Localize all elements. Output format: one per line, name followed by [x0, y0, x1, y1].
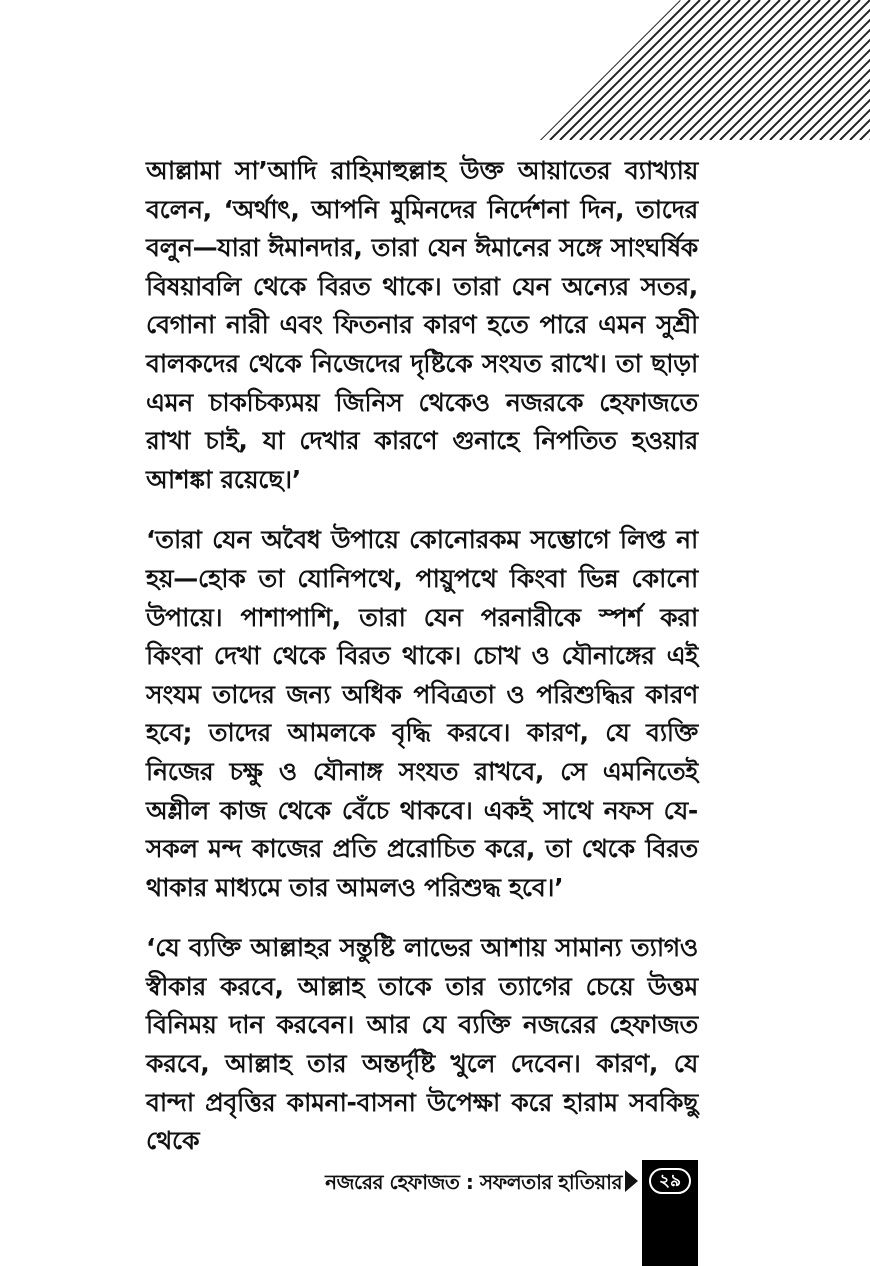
paragraph-3: ‘যে ব্যক্তি আল্লাহর সন্তুষ্টি লাভের আশায় সামান্য ত্যাগও স্বীকার করবে, আল্লাহ তাকে তার ত্যাগের চেয়ে উত্তম বিনিময় দান করবেন। আর যে ব্যক্তি নজরের হেফাজত করবে, আল্লাহ তার অন্তর্দৃষ্টি খুলে দেবেন। কারণ, যে বান্দা প্রবৃত্তির কামনা-বাসনা উপেক্ষা করে হারাম সবকিছু থেকে — [146, 933, 698, 1156]
page-number: ২৯ — [649, 1168, 691, 1194]
triangle-arrow-icon — [625, 1170, 638, 1192]
paragraph-2: ‘তারা যেন অবৈধ উপায়ে কোনোরকম সম্ভোগে লিপ্ত না হয়—হোক তা যোনিপথে, পায়ুপথে কিংবা ভিন্ন কোনো উপায়ে। পাশাপাশি, তারা যেন পরনারীকে স্পর্শ করা কিংবা দেখা থেকে বিরত থাকে। চোখ ও যৌনাঙ্গের এই সংযম তাদের জন্য অধিক পবিত্রতা ও পরিশুদ্ধির কারণ হবে; তাদের আমলকে বৃদ্ধি করবে। কারণ, যে ব্যক্তি নিজের চক্ষু ও যৌনাঙ্গ সংযত রাখবে, সে এমনিতেই অশ্লীল কাজ থেকে বেঁচে থাকবে। একই সাথে নফস যে-সকল মন্দ কাজের প্রতি প্ররোচিত করে, তা থেকে বিরত থাকার মাধ্যমে তার আমলও পরিশুদ্ধ হবে।’ — [146, 525, 698, 902]
page-footer — [0, 1160, 870, 1266]
page-body — [146, 152, 698, 1183]
diagonal-stripes-decoration — [470, 0, 870, 140]
paragraph-1: আল্লামা সা’আদি রাহিমাহুল্লাহ উক্ত আয়াতের ব্যাখ্যায় বলেন, ‘অর্থাৎ, আপনি মুমিনদের নির্দেশনা দিন, তাদের বলুন—যারা ঈমানদার, তারা যেন ঈমানের সঙ্গে সাংঘর্ষিক বিষয়াবলি থেকে বিরত থাকে। তারা যেন অন্যের সতর, বেগানা নারী এবং ফিতনার কারণ হতে পারে এমন সুশ্রী বালকদের থেকে নিজেদের দৃষ্টিকে সংযত রাখে। তা ছাড়া এমন চাকচিক্যময় জিনিস থেকেও নজরকে হেফাজতে রাখা চাই, যা দেখার কারণে গুনাহে নিপতিত হওয়ার আশঙ্কা রয়েছে।’ — [146, 156, 698, 494]
running-footer-title: নজরের হেফাজত : সফলতার হাতিয়ার — [325, 1170, 622, 1194]
page-number-badge — [642, 1160, 698, 1202]
